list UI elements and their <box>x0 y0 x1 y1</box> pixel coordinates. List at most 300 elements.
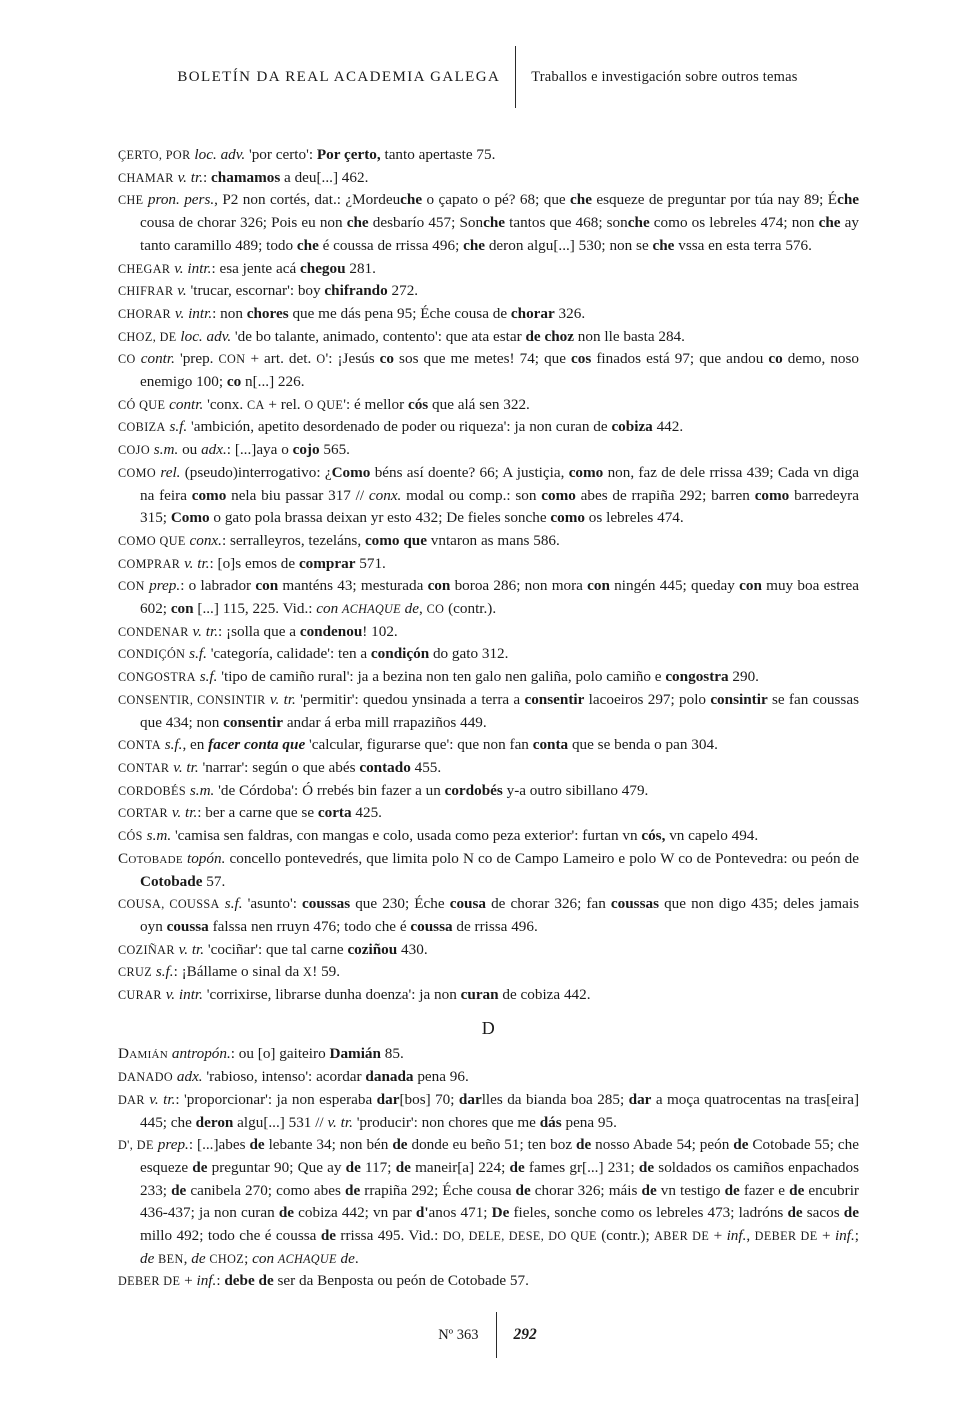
entry-segment: v. intr. <box>170 259 212 277</box>
headword: DEBER DE <box>118 1274 181 1289</box>
entry-segment: coussa <box>410 917 453 935</box>
entry-segment: deron algu[...] 530; non se <box>485 236 653 254</box>
entry-segment: o gato pola brassa deixan yr esto 432; De fieles sonche <box>209 509 551 527</box>
entry-segment: béns así doente? 66; A justiçia, <box>370 463 569 481</box>
entry-segment: non, faz de dele rrissa 439; Cada vn diga na feira <box>140 463 860 504</box>
entry-segment: inf. <box>726 1227 747 1245</box>
entry-segment: co <box>226 373 242 391</box>
headword: Damián <box>118 1045 169 1063</box>
header-divider-rule <box>515 46 516 108</box>
entry-segment: de <box>843 1204 859 1222</box>
dictionary-entry <box>118 167 859 190</box>
dictionary-entry <box>118 643 859 666</box>
entry-segment: BEN <box>158 1251 184 1266</box>
entry-segment: 290. <box>728 668 759 686</box>
entry-segment: tanto apertaste 75. <box>380 146 496 163</box>
entry-segment: consentir <box>223 713 284 731</box>
entry-segment: Por çerto, <box>316 146 381 163</box>
headword: CHEGAR <box>118 261 171 276</box>
entry-segment: : non <box>212 304 247 322</box>
dictionary-entry <box>118 1089 859 1134</box>
entry-segment: topón. <box>182 849 230 867</box>
entry-segment: ': é mellor <box>343 395 408 413</box>
entry-segment: prep. <box>153 1136 189 1154</box>
entry-segment: comprar <box>298 554 356 572</box>
headword: CORDOBÉS <box>118 783 187 798</box>
entry-segment: 'corrixirse, librarse dunha doenza': ja non <box>206 986 461 1004</box>
headword: COZIÑAR <box>118 942 175 957</box>
entry-segment: prep. <box>144 577 181 595</box>
entry-segment: con <box>170 600 194 618</box>
dictionary-entry <box>118 280 859 303</box>
headword: COJO <box>118 443 150 458</box>
entry-segment: a moça quatrocentas na tras[eira] 445; che <box>140 1090 860 1131</box>
headword: D', DE <box>118 1138 154 1153</box>
headword: CÓ QUE <box>118 397 166 412</box>
headword: COMO <box>118 465 157 480</box>
entry-segment: Cotobade <box>140 872 203 890</box>
headword: ÇERTO, POR <box>118 148 191 162</box>
entry-segment: Damián <box>329 1045 381 1063</box>
entry-segment: como os lebreles 474; non <box>649 214 819 232</box>
entry-segment: muy boa estrea 602; <box>140 577 859 618</box>
entry-segment: : ou [o] gaiteiro <box>230 1045 330 1063</box>
entry-segment: v. tr. <box>174 940 208 958</box>
entry-segment: sacos <box>802 1204 844 1222</box>
page-number: 292 <box>513 1326 537 1343</box>
entry-segment: de choz <box>525 327 574 345</box>
entry-segment: concello pontevedrés, que limita polo N co de Campo Lameiro e polo W co de Pontevedra: ou peón de <box>229 849 859 867</box>
dictionary-entry <box>118 621 859 644</box>
dictionary-entry <box>118 530 859 553</box>
dictionary-entry <box>118 553 859 576</box>
entry-segment: (contr.); <box>596 1227 655 1245</box>
entry-segment: conx. <box>185 531 222 549</box>
entry-segment: [bos] 70; <box>399 1090 459 1108</box>
entry-segment: manténs 43; mesturada <box>278 577 428 595</box>
entry-segment: , en <box>182 736 209 754</box>
entry-segment: lles da bianda boa 285; <box>481 1090 629 1108</box>
headword: CONDENAR <box>118 624 189 639</box>
entry-segment: deron <box>195 1113 234 1131</box>
entry-segment: CO <box>426 602 445 617</box>
entry-segment: de <box>192 1158 208 1176</box>
entry-segment: vntaron as mans 586. <box>426 531 560 549</box>
entry-segment: boroa 286; non mora <box>450 577 588 595</box>
entry-segment: 442. <box>652 418 684 436</box>
headword: CURAR <box>118 988 162 1003</box>
entry-segment: vssa en esta terra 576. <box>674 236 812 254</box>
entry-segment: 'tipo de camiño rural': ja a bezina non ten galo nen galiña, polo camiño e <box>221 668 666 686</box>
entry-segment: cobiza 442; vn par <box>294 1204 416 1222</box>
entry-segment: coussa <box>166 917 209 935</box>
entry-segment: O <box>316 352 326 367</box>
entry-segment: coussas <box>610 895 659 913</box>
entry-segment: cos <box>571 350 592 368</box>
entry-segment: cousa <box>449 895 487 913</box>
entry-segment: se fan coussas que 434; non <box>140 690 859 731</box>
entry-segment: 425. <box>351 804 382 822</box>
entry-segment: che <box>463 236 486 254</box>
headword: COUSA, COUSSA <box>118 897 220 912</box>
entry-segment: danada <box>365 1068 414 1086</box>
entry-segment: che <box>483 214 506 232</box>
entry-segment: algu[...] 531 // <box>233 1113 328 1131</box>
entry-segment: millo 492; todo che é coussa <box>140 1227 321 1245</box>
dictionary-entry <box>118 439 859 462</box>
dictionary-entry <box>118 757 859 780</box>
entry-segment: v. tr. <box>144 1090 176 1108</box>
dictionary-entry <box>118 825 859 848</box>
entry-segment: maneir[a] 224; <box>410 1158 510 1176</box>
entry-segment: Cotobade 55; che esqueze <box>140 1136 859 1176</box>
entry-segment: ! 59. <box>312 963 341 981</box>
entry-segment: curan <box>460 986 499 1004</box>
entry-segment: que non digo 435; deles jamais oyn <box>140 895 859 935</box>
entry-segment: pron. pers. <box>143 191 215 209</box>
entry-segment: : 'proporcionar': ja non esperaba <box>175 1090 377 1108</box>
entry-segment: consintir <box>710 690 768 708</box>
entry-segment: como <box>550 509 585 527</box>
issue-number: Nº 363 <box>438 1326 479 1343</box>
entry-segment: os lebreles 474. <box>585 509 684 527</box>
entry-segment: . <box>354 1249 359 1267</box>
entry-segment: O QUE <box>304 397 344 412</box>
entry-segment: contado <box>359 758 411 776</box>
entry-segment: a deu[...] 462. <box>280 168 369 186</box>
entry-segment: barredeyra 315; <box>140 486 859 527</box>
entry-segment: s.f. <box>195 668 222 686</box>
entry-segment: chifrando <box>324 282 388 300</box>
entry-segment: abes de rrapiña 292; barren <box>575 486 755 504</box>
headword: CONSENTIR, CONSINTIR <box>118 692 266 707</box>
entry-segment: che <box>627 214 650 232</box>
entry-segment: 'cociñar': que tal carne <box>207 940 348 958</box>
entry-segment: 57. <box>202 872 226 890</box>
entry-segment: como <box>191 486 227 504</box>
entry-segment: cós <box>407 395 429 413</box>
entry-segment: coussas <box>302 895 351 913</box>
entry-segment: s.f. <box>160 736 183 754</box>
dictionary-entry <box>118 394 859 417</box>
dictionary-entry <box>118 666 859 689</box>
dictionary-entry <box>118 780 859 803</box>
entry-segment: de <box>395 1158 411 1176</box>
entry-segment: 326. <box>554 304 586 322</box>
entry-segment: que 230; Éche <box>350 895 450 913</box>
entry-segment: dar <box>458 1090 482 1108</box>
entry-segment: finados está 97; que andou <box>591 350 769 368</box>
entry-segment: X <box>303 965 313 980</box>
entry-segment: chegou <box>300 259 346 277</box>
entry-segment: de <box>345 1158 361 1176</box>
entry-segment: con <box>739 577 762 595</box>
entry-segment: 'de Córdoba': Ó rrebés bin fazer a un <box>218 781 445 799</box>
entry-segment: , <box>419 600 427 618</box>
entry-segment: cobiza <box>611 418 653 436</box>
entry-segment: 272. <box>387 282 419 300</box>
entry-segment: che <box>346 214 369 232</box>
entry-segment: 'conx. <box>207 395 247 413</box>
entry-segment: , P2 non cortés, dat.: ¿Mordeu <box>214 191 401 209</box>
entry-segment: CA <box>246 397 265 412</box>
entry-segment: de <box>576 1136 592 1154</box>
entry-segment: de <box>171 1181 187 1199</box>
entry-segment: che <box>400 191 423 209</box>
entry-segment: 'asunto': <box>247 895 303 913</box>
entry-segment: 'por certo': <box>248 146 317 163</box>
entry-segment: dar <box>376 1090 400 1108</box>
dictionary-entry <box>118 144 859 167</box>
entry-segment: lebante 34; non bén <box>264 1136 393 1154</box>
entry-segment: falssa nen rruyn 476; todo che é <box>208 917 411 935</box>
entry-segment: 'rabioso, intenso': acordar <box>206 1068 366 1086</box>
entry-segment: contr. <box>135 350 180 368</box>
entry-segment: v. intr. <box>171 304 213 322</box>
entry-segment: n[...] 226. <box>241 373 305 391</box>
entry-segment: o çapato o pé? 68; que <box>422 191 571 209</box>
entry-segment: s.f. <box>165 418 191 436</box>
entry-segment: fazer e <box>739 1181 790 1199</box>
dictionary-entry <box>118 961 859 984</box>
entry-segment: 'de bo talante, animado, contento': que ata estar <box>234 327 526 345</box>
dictionary-entry <box>118 462 859 530</box>
entry-segment: contr. <box>165 395 208 413</box>
entry-segment: 'narrar': según o que abés <box>202 758 360 776</box>
entry-segment: : ¡solla que a <box>218 622 300 640</box>
entry-segment: ningén 445; queday <box>609 577 740 595</box>
entry-segment: debe de <box>224 1272 274 1290</box>
entry-segment: v. tr. <box>265 690 301 708</box>
entry-segment: chamamos <box>211 168 281 186</box>
entry-segment: , <box>183 1249 192 1267</box>
entry-segment: s.f. <box>219 895 248 913</box>
entry-segment: loc. adv. <box>190 146 249 163</box>
entry-segment: v. <box>173 282 191 300</box>
entry-segment: de rrissa 496. <box>452 917 538 935</box>
entry-segment: co <box>768 350 783 368</box>
entry-segment: desbarío 457; Son <box>368 214 484 232</box>
headword: COMO QUE <box>118 533 186 548</box>
entry-segment: pena 96. <box>413 1068 469 1086</box>
entry-segment: y-a outro sibillano 479. <box>502 781 649 799</box>
entry-segment: + <box>180 1272 197 1290</box>
entry-segment: rrissa 495. Vid.: <box>336 1227 443 1245</box>
entry-segment: 565. <box>319 441 350 459</box>
entry-segment: consentir <box>524 690 585 708</box>
entry-segment: v. intr. <box>161 986 207 1004</box>
dictionary-entry <box>118 1066 859 1089</box>
entry-segment: nosso Abade 54; peón <box>591 1136 734 1154</box>
entry-segment: de <box>278 1204 295 1222</box>
dictionary-entry <box>118 1043 859 1066</box>
dictionary-entry <box>118 303 859 326</box>
dictionary-entry <box>118 734 859 757</box>
entry-segment: v. tr. <box>169 758 203 776</box>
dictionary-entry <box>118 1270 859 1293</box>
dictionary-entry <box>118 575 859 620</box>
entry-segment: como que <box>364 531 427 549</box>
entry-segment: ACHAQUE <box>342 602 401 617</box>
entry-segment: con <box>427 577 451 595</box>
entry-segment: 'prep. <box>179 350 219 368</box>
entry-segment: : <box>203 168 212 186</box>
entry-segment: 'ambición, apetito desordenado de poder ou riqueza': ja non curan de <box>190 418 612 436</box>
entry-segment: cojo <box>292 441 320 459</box>
entry-segment: de <box>249 1136 265 1154</box>
dictionary-entry <box>118 1134 859 1270</box>
entry-segment: adx. <box>201 441 227 459</box>
entry-segment: lacoeiros 297; polo <box>584 690 711 708</box>
headword: CONTAR <box>118 760 170 775</box>
dictionary-entry <box>118 984 859 1007</box>
entry-segment: che <box>818 214 841 232</box>
entry-segment: de <box>404 600 419 618</box>
entry-segment: , <box>746 1227 755 1245</box>
entry-segment: : esa jente acá <box>211 259 300 277</box>
entry-segment: de <box>787 1204 803 1222</box>
entry-segment: cousa de chorar 326; Pois eu non <box>140 214 347 232</box>
dictionary-entry <box>118 802 859 825</box>
entry-segment: é coussa de rrissa 496; <box>318 236 464 254</box>
entry-segment: con <box>255 577 279 595</box>
entry-segment: inf. <box>834 1227 855 1245</box>
entry-segment: + art. det. <box>245 350 317 368</box>
entry-segment: DEBER DE <box>754 1229 818 1244</box>
entry-segment: de cobiza 442. <box>498 986 591 1004</box>
headword: DANADO <box>118 1070 174 1085</box>
entry-segment: ou <box>178 441 202 459</box>
entry-segment: che <box>296 236 319 254</box>
entry-segment: d' <box>415 1204 429 1222</box>
running-head-topic: Traballos e investigación sobre outros temas <box>531 68 798 85</box>
dictionary-entry <box>118 848 859 893</box>
entry-segment: pena 95. <box>561 1113 617 1131</box>
page-footer <box>0 1312 975 1358</box>
entry-segment: ay tanto caramillo 489; todo <box>140 214 859 254</box>
entry-segment: che <box>837 191 860 209</box>
entry-segment: loc. adv. <box>176 327 235 345</box>
entry-segment: 85. <box>380 1045 404 1063</box>
entry-segment: que se benda o pan 304. <box>568 736 718 754</box>
entry-segment: + <box>817 1227 835 1245</box>
entry-segment: esqueze de preguntar por túa nay 89; É <box>591 191 838 209</box>
entry-segment: : [...]abes <box>188 1136 250 1154</box>
entry-segment: che <box>570 191 592 209</box>
entry-segment: do gato 312. <box>429 645 509 663</box>
headword: CONDIÇÓN <box>118 647 186 662</box>
entry-segment: s.m. <box>186 781 219 799</box>
entry-segment: 'calcular, figurarse que': que non fan <box>305 736 533 754</box>
entry-segment: 'permitir': quedou ynsinada a terra a <box>300 690 525 708</box>
entry-segment: 'producir': non chores que me <box>356 1113 540 1131</box>
dictionary-entry <box>118 893 859 938</box>
entry-segment: : <box>216 1272 225 1290</box>
entry-segment: v. tr. <box>173 168 204 186</box>
entry-segment: : serralleyros, tezeláns, <box>221 531 365 549</box>
entry-segment: como <box>541 486 576 504</box>
page-header <box>0 46 975 108</box>
entry-segment: 'trucar, escornar': boy <box>190 282 325 300</box>
entry-segment: de chorar 326; fan <box>486 895 611 913</box>
entry-segment: canibela 270; como abes <box>186 1181 345 1199</box>
entry-segment: encubrir 436-437; ja non curan <box>140 1181 859 1222</box>
entry-segment: vn testigo <box>656 1181 725 1199</box>
entry-segment: : [...]aya o <box>226 441 293 459</box>
entry-segment: fieles, sonche como os lebreles 473; ladróns <box>509 1204 788 1222</box>
entry-segment: v. tr. <box>180 554 210 572</box>
entry-segment: ACHAQUE <box>277 1251 337 1266</box>
entry-segment: : [o]s emos de <box>209 554 299 572</box>
headword: CHOZ, DE <box>118 329 177 344</box>
entry-segment: de <box>392 1136 408 1154</box>
entry-segment: antropón. <box>168 1045 231 1063</box>
headword: CHIFRAR <box>118 284 174 299</box>
headword: CRUZ <box>118 965 153 980</box>
entry-segment: ABER DE <box>654 1229 710 1244</box>
entry-segment: que alá sen 322. <box>428 395 530 413</box>
entry-segment: 281. <box>345 259 376 277</box>
entry-segment: non lle basta 284. <box>574 327 685 345</box>
entry-segment: de <box>641 1181 657 1199</box>
entry-segment: condenou <box>299 622 363 640</box>
dictionary-entry <box>118 258 859 281</box>
glossary-body <box>118 144 859 1293</box>
footer-divider-rule <box>496 1312 497 1358</box>
headword: CONTA <box>118 738 161 753</box>
entry-segment: v. tr. <box>168 804 198 822</box>
entry-segment: s.m. <box>142 827 175 845</box>
entry-segment: demo, noso enemigo 100; <box>140 350 860 391</box>
entry-segment: conta <box>532 736 569 754</box>
entry-segment: con <box>587 577 610 595</box>
dictionary-entry <box>118 939 859 962</box>
entry-segment: de <box>789 1181 805 1199</box>
entry-segment: : o labrador <box>180 577 256 595</box>
entry-segment: s.f. <box>152 963 174 981</box>
entry-segment: rrapiña 292; Éche cousa <box>360 1181 516 1199</box>
entry-segment: de <box>140 1249 155 1267</box>
entry-segment: cordobés <box>444 781 503 799</box>
entry-segment: 430. <box>397 940 428 958</box>
headword: CO <box>118 352 136 367</box>
entry-segment: 'categoría, calidade': ten a <box>210 645 371 663</box>
entry-segment: ; <box>244 1249 253 1267</box>
headword: CON <box>118 579 145 594</box>
entry-segment: adx. <box>173 1068 207 1086</box>
headword: Cotobade <box>118 849 183 867</box>
dictionary-entry <box>118 416 859 439</box>
entry-segment: congostra <box>665 668 729 686</box>
entry-segment: v. tr. <box>188 622 218 640</box>
dictionary-entry <box>118 189 859 257</box>
entry-segment: vn capelo 494. <box>665 827 759 845</box>
entry-segment: que me dás pena 95; Éche cousa de <box>288 304 511 322</box>
entry-segment: ; <box>854 1227 860 1245</box>
entry-segment: 571. <box>355 554 386 572</box>
entry-segment: de <box>340 1249 355 1267</box>
headword: CHE <box>118 193 144 208</box>
entry-segment: + <box>709 1227 727 1245</box>
entry-segment: modal ou comp.: son <box>401 486 542 504</box>
entry-segment: CON <box>218 352 246 367</box>
entry-segment: de <box>509 1158 525 1176</box>
section-letter-heading: D <box>481 1017 496 1038</box>
entry-segment: de <box>515 1181 531 1199</box>
entry-segment: (contr.). <box>444 600 497 618</box>
entry-segment: dás <box>539 1113 562 1131</box>
entry-segment: s.f. <box>185 645 211 663</box>
